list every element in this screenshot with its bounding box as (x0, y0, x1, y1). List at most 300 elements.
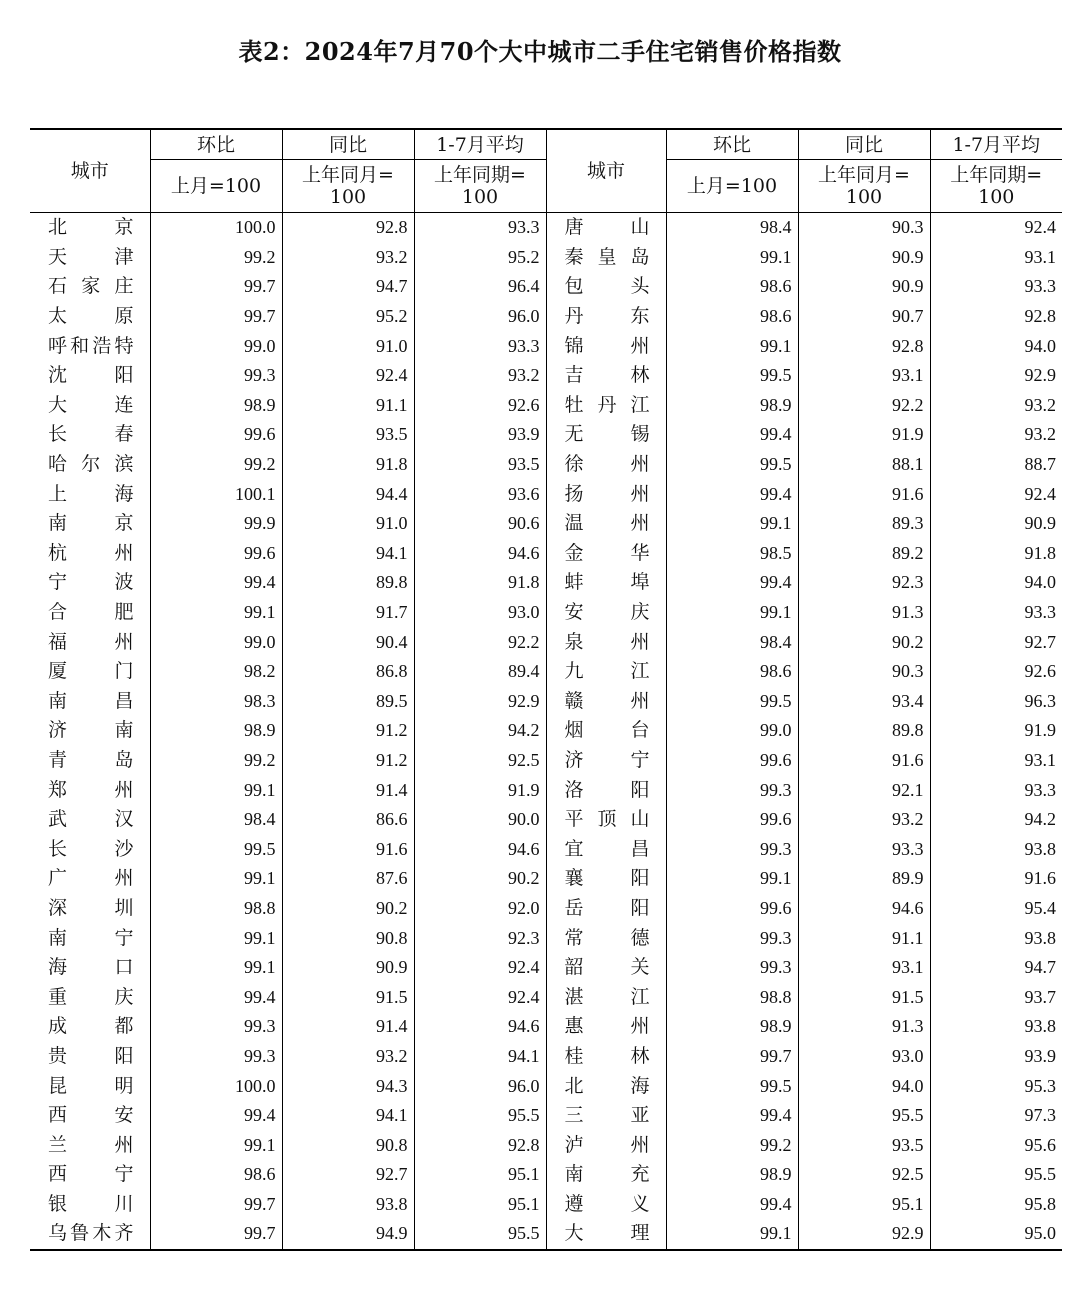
mom-value: 99.1 (666, 598, 798, 628)
city-cell (546, 1130, 666, 1160)
city-cell (30, 746, 150, 776)
avg-value: 89.4 (414, 657, 546, 687)
city-name: 郑州 (48, 778, 134, 801)
avg-value: 92.4 (930, 479, 1062, 509)
table-title: 表2：2024年7月70个大中城市二手住宅销售价格指数 (238, 37, 842, 66)
city-header-left: 城市 (30, 129, 150, 213)
city-cell (546, 627, 666, 657)
city-cell (30, 923, 150, 953)
city-cell (30, 716, 150, 746)
mom-value: 99.3 (666, 775, 798, 805)
yoy-value: 92.4 (282, 361, 414, 391)
city-name: 平顶山 (564, 808, 650, 831)
avg-value: 93.5 (414, 450, 546, 480)
mom-value: 99.7 (150, 1190, 282, 1220)
avg-value: 93.3 (414, 331, 546, 361)
city-cell (546, 243, 666, 273)
city-name: 赣州 (564, 689, 650, 712)
yoy-value: 91.6 (798, 746, 930, 776)
city-name: 济宁 (564, 748, 650, 771)
city-cell (30, 1130, 150, 1160)
city-cell (30, 420, 150, 450)
mom-value: 98.9 (666, 1160, 798, 1190)
city-cell (546, 331, 666, 361)
city-cell (546, 864, 666, 894)
city-name: 石家庄 (48, 275, 134, 298)
yoy-header-right: 同比 (798, 129, 930, 160)
city-name: 湛江 (564, 985, 650, 1008)
avg-value: 95.1 (414, 1160, 546, 1190)
yoy-value: 90.9 (282, 953, 414, 983)
avg-value: 93.9 (930, 1042, 1062, 1072)
yoy-value: 92.8 (282, 213, 414, 243)
table-row (30, 450, 1062, 480)
avg-value: 92.5 (414, 746, 546, 776)
city-cell (546, 894, 666, 924)
yoy-value: 93.8 (282, 1190, 414, 1220)
table-row (30, 1160, 1062, 1190)
city-cell (546, 657, 666, 687)
avg-value: 92.4 (930, 213, 1062, 243)
mom-value: 99.6 (666, 746, 798, 776)
city-cell (546, 805, 666, 835)
city-name: 泉州 (564, 630, 650, 653)
mom-value: 99.4 (666, 1190, 798, 1220)
avg-value: 94.0 (930, 568, 1062, 598)
city-cell (30, 243, 150, 273)
city-name: 吉林 (564, 364, 650, 387)
avg-value: 90.2 (414, 864, 546, 894)
avg-value: 93.9 (414, 420, 546, 450)
city-cell (30, 479, 150, 509)
city-name: 南昌 (48, 689, 134, 712)
mom-value: 99.0 (666, 716, 798, 746)
mom-value: 99.5 (150, 834, 282, 864)
avg-value: 95.5 (414, 1219, 546, 1250)
table-row (30, 894, 1062, 924)
mom-value: 99.1 (150, 953, 282, 983)
city-name: 岳阳 (564, 896, 650, 919)
mom-value: 99.5 (666, 1071, 798, 1101)
avg-value: 96.4 (414, 272, 546, 302)
avg-value: 93.3 (414, 213, 546, 243)
mom-value: 99.4 (150, 1101, 282, 1131)
mom-value: 99.4 (666, 479, 798, 509)
avg-value: 91.8 (930, 539, 1062, 569)
avg-value: 93.8 (930, 1012, 1062, 1042)
table-row (30, 746, 1062, 776)
avg-value: 94.0 (930, 331, 1062, 361)
city-name: 深圳 (48, 896, 134, 919)
yoy-value: 93.1 (798, 361, 930, 391)
mom-value: 99.9 (150, 509, 282, 539)
city-cell (546, 509, 666, 539)
yoy-value: 90.8 (282, 1130, 414, 1160)
avg-value: 90.6 (414, 509, 546, 539)
city-name: 金华 (564, 541, 650, 564)
avg-value: 91.8 (414, 568, 546, 598)
city-cell (546, 420, 666, 450)
city-cell (30, 1160, 150, 1190)
mom-header-left: 环比 (150, 129, 282, 160)
city-name: 贵阳 (48, 1044, 134, 1067)
yoy-value: 93.4 (798, 687, 930, 717)
city-name: 武汉 (48, 808, 134, 831)
table-row (30, 864, 1062, 894)
mom-value: 99.3 (150, 361, 282, 391)
mom-value: 99.4 (150, 982, 282, 1012)
yoy-value: 92.5 (798, 1160, 930, 1190)
city-cell (546, 598, 666, 628)
avg-base-left (414, 160, 546, 213)
mom-value: 98.6 (666, 657, 798, 687)
yoy-base-text: 上年同月=100 (302, 164, 394, 208)
city-name: 徐州 (564, 453, 650, 476)
table-row (30, 213, 1062, 243)
avg-value: 95.6 (930, 1130, 1062, 1160)
city-cell (546, 391, 666, 421)
city-cell (30, 953, 150, 983)
avg-value: 92.8 (930, 302, 1062, 332)
table-row (30, 331, 1062, 361)
yoy-value: 91.1 (282, 391, 414, 421)
city-cell (30, 598, 150, 628)
avg-value: 95.8 (930, 1190, 1062, 1220)
table-row (30, 272, 1062, 302)
yoy-value: 86.6 (282, 805, 414, 835)
yoy-value: 91.4 (282, 1012, 414, 1042)
city-cell (546, 1190, 666, 1220)
mom-value: 99.7 (150, 1219, 282, 1250)
city-name: 南宁 (48, 926, 134, 949)
table-row (30, 687, 1062, 717)
city-name: 秦皇岛 (564, 245, 650, 268)
avg-value: 92.8 (414, 1130, 546, 1160)
city-header-right: 城市 (546, 129, 666, 213)
mom-value: 99.6 (666, 805, 798, 835)
city-name: 安庆 (564, 601, 650, 624)
mom-value: 99.4 (666, 568, 798, 598)
city-name: 沈阳 (48, 364, 134, 387)
avg-value: 95.0 (930, 1219, 1062, 1250)
city-cell (546, 775, 666, 805)
avg-value: 92.7 (930, 627, 1062, 657)
avg-value: 94.1 (414, 1042, 546, 1072)
table-row (30, 243, 1062, 273)
yoy-value: 89.3 (798, 509, 930, 539)
avg-value: 93.3 (930, 598, 1062, 628)
city-cell (546, 982, 666, 1012)
yoy-value: 89.8 (282, 568, 414, 598)
city-cell (30, 657, 150, 687)
city-cell (30, 864, 150, 894)
yoy-value: 86.8 (282, 657, 414, 687)
table-row (30, 1219, 1062, 1250)
avg-value: 94.6 (414, 834, 546, 864)
mom-value: 99.1 (150, 923, 282, 953)
city-name: 丹东 (564, 305, 650, 328)
avg-value: 91.9 (414, 775, 546, 805)
mom-value: 99.3 (150, 1012, 282, 1042)
yoy-value: 92.8 (798, 331, 930, 361)
mom-value: 98.9 (666, 1012, 798, 1042)
avg-value: 91.9 (930, 716, 1062, 746)
mom-value: 98.9 (150, 391, 282, 421)
city-name: 宜昌 (564, 837, 650, 860)
city-cell (546, 1160, 666, 1190)
yoy-value: 91.2 (282, 716, 414, 746)
yoy-value: 91.5 (282, 982, 414, 1012)
avg-base-text: 上年同期=100 (434, 164, 526, 208)
city-cell (30, 627, 150, 657)
mom-value: 99.1 (150, 775, 282, 805)
table-row (30, 657, 1062, 687)
city-cell (546, 539, 666, 569)
mom-value: 100.1 (150, 479, 282, 509)
city-name: 兰州 (48, 1133, 134, 1156)
mom-value: 98.6 (666, 272, 798, 302)
city-name: 合肥 (48, 601, 134, 624)
city-cell (30, 450, 150, 480)
city-name: 温州 (564, 512, 650, 535)
mom-value: 99.1 (150, 864, 282, 894)
yoy-value: 91.6 (798, 479, 930, 509)
city-cell (546, 450, 666, 480)
avg-value: 93.1 (930, 746, 1062, 776)
yoy-value: 91.6 (282, 834, 414, 864)
city-name: 呼和浩特 (48, 334, 134, 357)
city-name: 南充 (564, 1163, 650, 1186)
city-name: 九江 (564, 660, 650, 683)
avg-value: 92.4 (414, 953, 546, 983)
city-name: 大理 (564, 1222, 650, 1245)
city-name: 大连 (48, 393, 134, 416)
city-cell (30, 894, 150, 924)
city-name: 蚌埠 (564, 571, 650, 594)
mom-value: 98.2 (150, 657, 282, 687)
mom-value: 99.1 (666, 509, 798, 539)
mom-value: 99.6 (150, 539, 282, 569)
city-name: 扬州 (564, 482, 650, 505)
avg-value: 96.0 (414, 1071, 546, 1101)
avg-value: 92.9 (414, 687, 546, 717)
yoy-value: 90.8 (282, 923, 414, 953)
mom-value: 98.6 (150, 1160, 282, 1190)
mom-value: 99.2 (666, 1130, 798, 1160)
city-cell (30, 1101, 150, 1131)
yoy-value: 94.7 (282, 272, 414, 302)
avg-value: 93.8 (930, 834, 1062, 864)
avg-value: 95.3 (930, 1071, 1062, 1101)
yoy-value: 88.1 (798, 450, 930, 480)
city-cell (30, 834, 150, 864)
table-row (30, 479, 1062, 509)
yoy-value: 90.3 (798, 657, 930, 687)
city-cell (30, 391, 150, 421)
city-name: 桂林 (564, 1044, 650, 1067)
mom-value: 99.7 (666, 1042, 798, 1072)
yoy-value: 93.2 (282, 243, 414, 273)
table-row (30, 716, 1062, 746)
city-cell (30, 272, 150, 302)
mom-value: 98.9 (150, 716, 282, 746)
avg-value: 95.1 (414, 1190, 546, 1220)
city-cell (30, 213, 150, 243)
yoy-value: 93.5 (798, 1130, 930, 1160)
city-cell (546, 272, 666, 302)
city-name: 遵义 (564, 1192, 650, 1215)
table-row (30, 420, 1062, 450)
avg-value: 97.3 (930, 1101, 1062, 1131)
city-name: 成都 (48, 1015, 134, 1038)
avg-value: 95.2 (414, 243, 546, 273)
mom-value: 98.4 (666, 627, 798, 657)
yoy-value: 92.2 (798, 391, 930, 421)
city-name: 青岛 (48, 748, 134, 771)
avg-value: 94.6 (414, 1012, 546, 1042)
city-cell (546, 923, 666, 953)
yoy-value: 94.1 (282, 539, 414, 569)
city-name: 北海 (564, 1074, 650, 1097)
city-name: 泸州 (564, 1133, 650, 1156)
mom-value: 99.0 (150, 331, 282, 361)
yoy-value: 89.5 (282, 687, 414, 717)
table-row (30, 509, 1062, 539)
city-cell (30, 1190, 150, 1220)
mom-value: 98.4 (150, 805, 282, 835)
yoy-value: 89.9 (798, 864, 930, 894)
avg-value: 96.3 (930, 687, 1062, 717)
avg-base-text: 上年同期=100 (950, 164, 1043, 208)
city-name: 昆明 (48, 1074, 134, 1097)
city-name: 哈尔滨 (48, 453, 134, 476)
mom-value: 99.7 (150, 302, 282, 332)
city-name: 银川 (48, 1192, 134, 1215)
city-name: 厦门 (48, 660, 134, 683)
avg-value: 94.6 (414, 539, 546, 569)
mom-base-right: 上月=100 (666, 160, 798, 213)
avg-value: 92.0 (414, 894, 546, 924)
mom-value: 99.1 (666, 864, 798, 894)
yoy-value: 95.5 (798, 1101, 930, 1131)
avg-value: 93.0 (414, 598, 546, 628)
city-cell (546, 479, 666, 509)
city-cell (546, 834, 666, 864)
city-name: 锦州 (564, 334, 650, 357)
city-cell (30, 539, 150, 569)
mom-value: 99.5 (666, 450, 798, 480)
mom-value: 100.0 (150, 213, 282, 243)
city-name: 上海 (48, 482, 134, 505)
mom-value: 99.2 (150, 450, 282, 480)
mom-value: 99.5 (666, 687, 798, 717)
yoy-value: 95.2 (282, 302, 414, 332)
yoy-value: 93.2 (282, 1042, 414, 1072)
mom-value: 99.1 (666, 243, 798, 273)
mom-value: 98.8 (150, 894, 282, 924)
table-row (30, 1042, 1062, 1072)
city-name: 重庆 (48, 985, 134, 1008)
mom-value: 99.7 (150, 272, 282, 302)
avg-value: 91.6 (930, 864, 1062, 894)
avg-value: 93.8 (930, 923, 1062, 953)
avg-value: 96.0 (414, 302, 546, 332)
city-cell (546, 1101, 666, 1131)
mom-value: 98.8 (666, 982, 798, 1012)
table-row (30, 361, 1062, 391)
mom-value: 99.3 (666, 953, 798, 983)
avg-value: 94.7 (930, 953, 1062, 983)
avg-value: 92.9 (930, 361, 1062, 391)
city-cell (30, 1219, 150, 1250)
yoy-value: 90.7 (798, 302, 930, 332)
avg-value: 93.2 (930, 391, 1062, 421)
yoy-value: 92.7 (282, 1160, 414, 1190)
avg-value: 95.5 (930, 1160, 1062, 1190)
avg-value: 92.4 (414, 982, 546, 1012)
city-name: 广州 (48, 867, 134, 890)
mom-value: 98.5 (666, 539, 798, 569)
yoy-base-left (282, 160, 414, 213)
yoy-value: 93.1 (798, 953, 930, 983)
avg-value: 90.0 (414, 805, 546, 835)
yoy-value: 91.1 (798, 923, 930, 953)
avg-value: 93.3 (930, 272, 1062, 302)
yoy-value: 93.0 (798, 1042, 930, 1072)
city-name: 唐山 (564, 216, 650, 239)
yoy-value: 91.0 (282, 509, 414, 539)
mom-value: 98.4 (666, 213, 798, 243)
city-cell (30, 509, 150, 539)
table-row (30, 775, 1062, 805)
avg-value: 92.2 (414, 627, 546, 657)
city-cell (546, 746, 666, 776)
yoy-value: 91.3 (798, 1012, 930, 1042)
avg-value: 93.2 (930, 420, 1062, 450)
city-cell (546, 568, 666, 598)
yoy-value: 92.9 (798, 1219, 930, 1250)
mom-value: 99.2 (150, 243, 282, 273)
city-name: 太原 (48, 305, 134, 328)
city-cell (546, 953, 666, 983)
avg-header-right: 1-7月平均 (930, 129, 1062, 160)
mom-value: 99.1 (666, 331, 798, 361)
table-row (30, 1071, 1062, 1101)
table-row (30, 539, 1062, 569)
city-cell (30, 302, 150, 332)
mom-value: 99.5 (666, 361, 798, 391)
city-cell (546, 687, 666, 717)
table-body (30, 213, 1062, 1250)
yoy-value: 90.2 (282, 894, 414, 924)
avg-value: 92.6 (930, 657, 1062, 687)
table-row (30, 982, 1062, 1012)
yoy-value: 91.9 (798, 420, 930, 450)
yoy-value: 89.8 (798, 716, 930, 746)
yoy-value: 89.2 (798, 539, 930, 569)
avg-value: 94.2 (930, 805, 1062, 835)
yoy-value: 93.3 (798, 834, 930, 864)
table-row (30, 834, 1062, 864)
city-name: 西安 (48, 1104, 134, 1127)
city-name: 牡丹江 (564, 393, 650, 416)
city-name: 惠州 (564, 1015, 650, 1038)
mom-value: 99.3 (666, 834, 798, 864)
mom-value: 100.0 (150, 1071, 282, 1101)
city-name: 宁波 (48, 571, 134, 594)
city-cell (30, 687, 150, 717)
city-cell (30, 1012, 150, 1042)
